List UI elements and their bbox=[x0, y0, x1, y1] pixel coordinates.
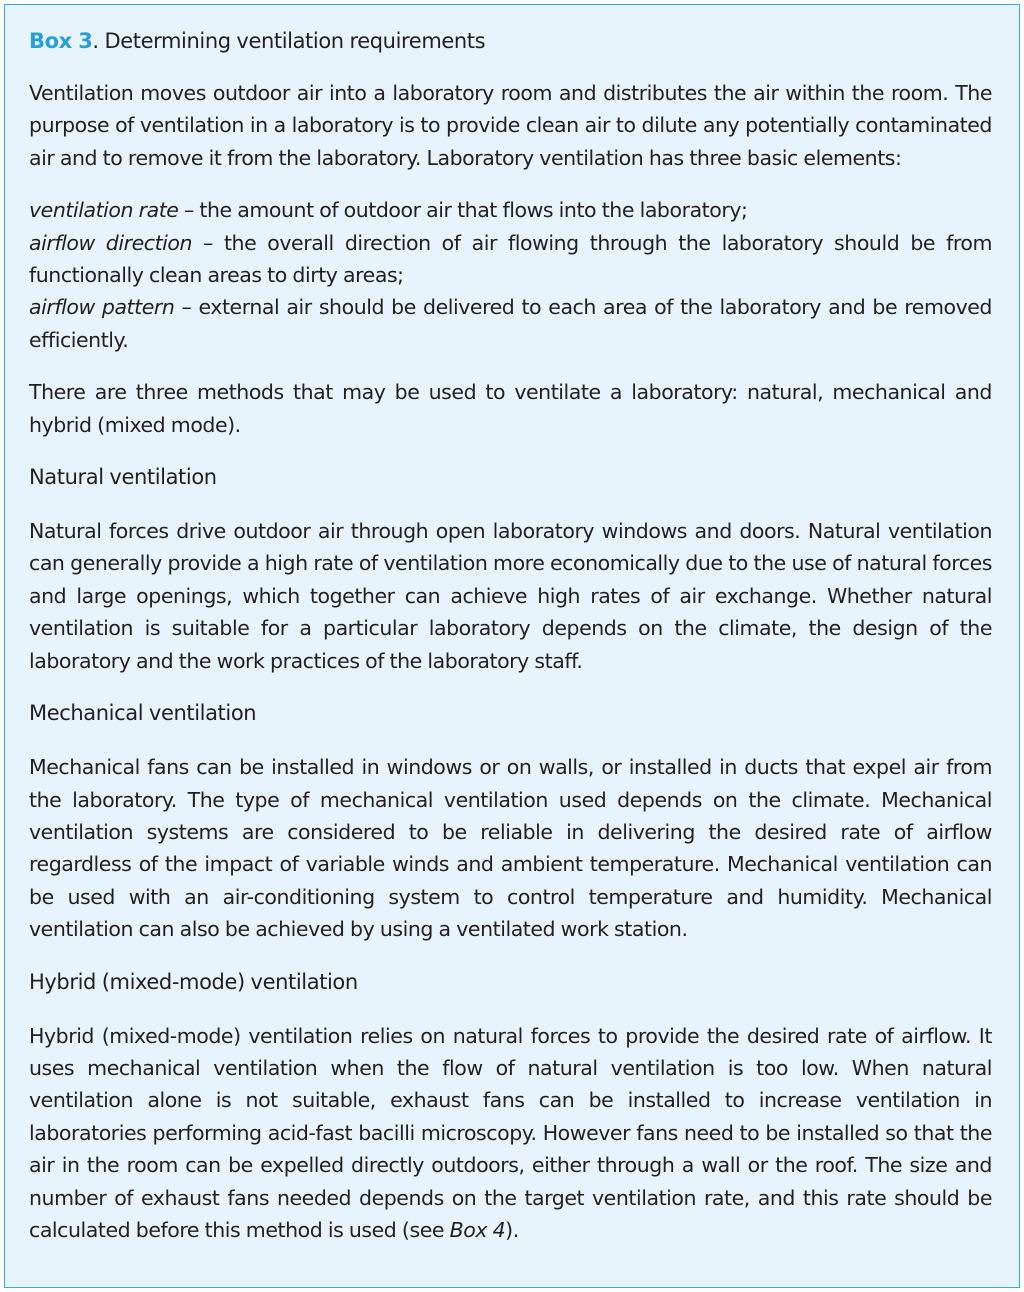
box-title-text: Determining ventilation requirements bbox=[104, 29, 486, 53]
intro-paragraph: Ventilation moves outdoor air into a laboratory room and distributes the air within the room. The purpose of ventilation in a laboratory is to provide clean air to dilute any potentially contaminated air and to remove it from the laboratory. Laboratory ventilation has three basic elements: bbox=[29, 81, 992, 170]
ventilation-elements-list bbox=[29, 194, 992, 356]
ventilation-box bbox=[4, 4, 1020, 1288]
section-heading-hybrid: Hybrid (mixed-mode) ventilation bbox=[29, 969, 358, 994]
section-heading-natural: Natural ventilation bbox=[29, 465, 217, 490]
element-airflow-pattern bbox=[29, 291, 992, 356]
methods-intro-paragraph: There are three methods that may be used to ventilate a laboratory: natural, mechanical and hybrid (mixed mode). bbox=[29, 380, 992, 437]
box-label: Box 3 bbox=[29, 29, 93, 53]
hybrid-body-end: ). bbox=[505, 1217, 519, 1242]
element-airflow-direction bbox=[29, 227, 992, 292]
element-term: airflow direction bbox=[29, 230, 193, 255]
element-text: – the overall direction of air flowing through the laboratory should be from functionally clean areas to dirty areas; bbox=[29, 230, 992, 288]
element-term: airflow pattern bbox=[29, 295, 175, 320]
title-separator: . bbox=[92, 29, 105, 53]
box-title bbox=[29, 27, 992, 55]
element-text: – the amount of outdoor air that flows into the laboratory; bbox=[178, 198, 748, 223]
element-text: – external air should be delivered to each area of the laboratory and be removed efficiently. bbox=[29, 295, 992, 352]
section-body-natural: Natural forces drive outdoor air through open laboratory windows and doors. Natural ventilation can generally provide a high rate of ventilation more economically due to the use of natural forces and large openings, which together can achieve high rates of air exchange. Whether natural ventilation is suitable for a particular laboratory depends on the climate, the design of the laboratory and the work practices of the laboratory staff. bbox=[29, 519, 992, 673]
section-body-mechanical: Mechanical fans can be installed in windows or on walls, or installed in ducts that expel air from the laboratory. The type of mechanical ventilation used depends on the climate. Mechanical ventilation systems are considered to be reliable in delivering the desired rate of airflow regardless of the impact of variable winds and ambient temperature. Mechanical ventilation can be used with an air-conditioning system to control temperature and humidity. Mechanical ventilation can also be achieved by using a ventilated work station. bbox=[29, 755, 992, 942]
hybrid-body-text: Hybrid (mixed-mode) ventilation relies on natural forces to provide the desired rate of airflow. It uses mechanical ventilation when the flow of natural ventilation is too low. When natural ventilation alone is not suitable, exhaust fans can be installed to increase ventilation in laboratories performing acid-fast bacilli microscopy. However fans need to be installed so that the air in the room can be expelled directly outdoors, either through a wall or the roof. The size and number of exhaust fans needed depends on the target ventilation rate, and this rate should be calculated before this method is used (see bbox=[29, 1023, 992, 1242]
element-ventilation-rate bbox=[29, 194, 992, 226]
section-body-hybrid bbox=[29, 1020, 992, 1247]
box-4-reference: Box 4 bbox=[449, 1217, 506, 1242]
element-term: ventilation rate bbox=[29, 198, 179, 223]
section-heading-mechanical: Mechanical ventilation bbox=[29, 701, 257, 726]
